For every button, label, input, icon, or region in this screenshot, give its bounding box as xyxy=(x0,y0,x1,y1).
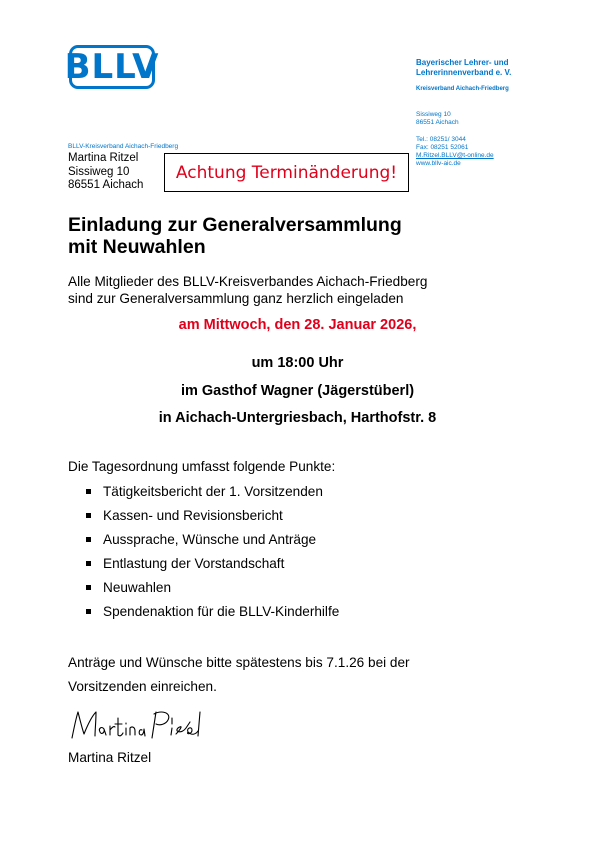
intro-line2: sind zur Generalversammlung ganz herzlich eingeladen xyxy=(68,291,404,306)
closing-line2: Vorsitzenden einreichen. xyxy=(68,679,217,694)
sender-city: 86551 Aichach xyxy=(416,119,459,126)
title-line2: mit Neuwahlen xyxy=(68,236,206,258)
closing-line1: Anträge und Wünsche bitte spätestens bis 7.1.26 bei der xyxy=(68,655,410,670)
bullet-icon xyxy=(86,513,91,518)
agenda-item-text: Entlastung der Vorstandschaft xyxy=(103,556,285,571)
list-item xyxy=(86,604,339,628)
list-item xyxy=(86,532,339,556)
date-change-notice xyxy=(164,153,409,192)
event-place: in Aichach-Untergriesbach, Harthofstr. 8 xyxy=(158,410,437,426)
bullet-icon xyxy=(86,609,91,614)
recipient-address xyxy=(68,152,143,193)
sender-phone: Tel.: 08251/ 3044 xyxy=(416,136,466,143)
intro-line1: Alle Mitglieder des BLLV-Kreisverbandes Aichach-Friedberg xyxy=(68,274,428,289)
sender-email-link[interactable]: M.Ritzel.BLLV@t-online.de xyxy=(416,152,494,159)
logo-text: BLLV xyxy=(64,47,160,87)
recipient-name: Martina Ritzel xyxy=(68,152,139,164)
bullet-icon xyxy=(86,585,91,590)
return-address-line: BLLV-Kreisverband Aichach-Friedberg xyxy=(68,143,179,150)
event-date: am Mittwoch, den 28. Januar 2026, xyxy=(178,317,417,333)
bullet-icon xyxy=(86,489,91,494)
agenda-item-text: Spendenaktion für die BLLV-Kinderhilfe xyxy=(103,604,340,619)
event-time: um 18:00 Uhr xyxy=(251,355,344,371)
sender-fax: Fax: 08251 52061 xyxy=(416,144,469,151)
agenda-item-text: Kassen- und Revisionsbericht xyxy=(103,508,283,523)
signatory-name: Martina Ritzel xyxy=(68,750,152,765)
intro-paragraph xyxy=(68,273,427,307)
organization-name xyxy=(416,58,586,78)
handwritten-signature xyxy=(68,704,208,744)
recipient-city: 86551 Aichach xyxy=(68,179,144,191)
sender-contact xyxy=(416,136,494,168)
org-name-line2: Lehrerinnenverband e. V. xyxy=(416,68,512,77)
notice-text: Achtung Terminänderung! xyxy=(175,162,398,183)
list-item xyxy=(86,556,339,580)
bllv-logo xyxy=(64,45,160,89)
list-item xyxy=(86,580,339,604)
organization-division: Kreisverband Aichach-Friedberg xyxy=(416,86,509,92)
closing-paragraph xyxy=(68,651,410,699)
agenda-item-text: Neuwahlen xyxy=(103,580,172,595)
sender-website: www.bllv-aic.de xyxy=(416,160,461,167)
agenda-item-text: Aussprache, Wünsche und Anträge xyxy=(103,532,317,547)
event-venue: im Gasthof Wagner (Jägerstüberl) xyxy=(180,383,415,399)
recipient-street: Sissiweg 10 xyxy=(68,165,130,178)
agenda-list xyxy=(86,484,339,628)
page-title xyxy=(68,214,402,258)
agenda-item-text: Tätigkeitsbericht der 1. Vorsitzenden xyxy=(103,484,323,499)
title-line1: Einladung zur Generalversammlung xyxy=(68,214,402,236)
bullet-icon xyxy=(86,537,91,542)
sender-address xyxy=(416,111,459,127)
list-item xyxy=(86,508,339,532)
bullet-icon xyxy=(86,561,91,566)
sender-street: Sissiweg 10 xyxy=(416,111,451,118)
list-item xyxy=(86,484,339,508)
org-name-line1: Bayerischer Lehrer- und xyxy=(416,58,509,67)
agenda-intro: Die Tagesordnung umfasst folgende Punkte: xyxy=(68,459,336,474)
